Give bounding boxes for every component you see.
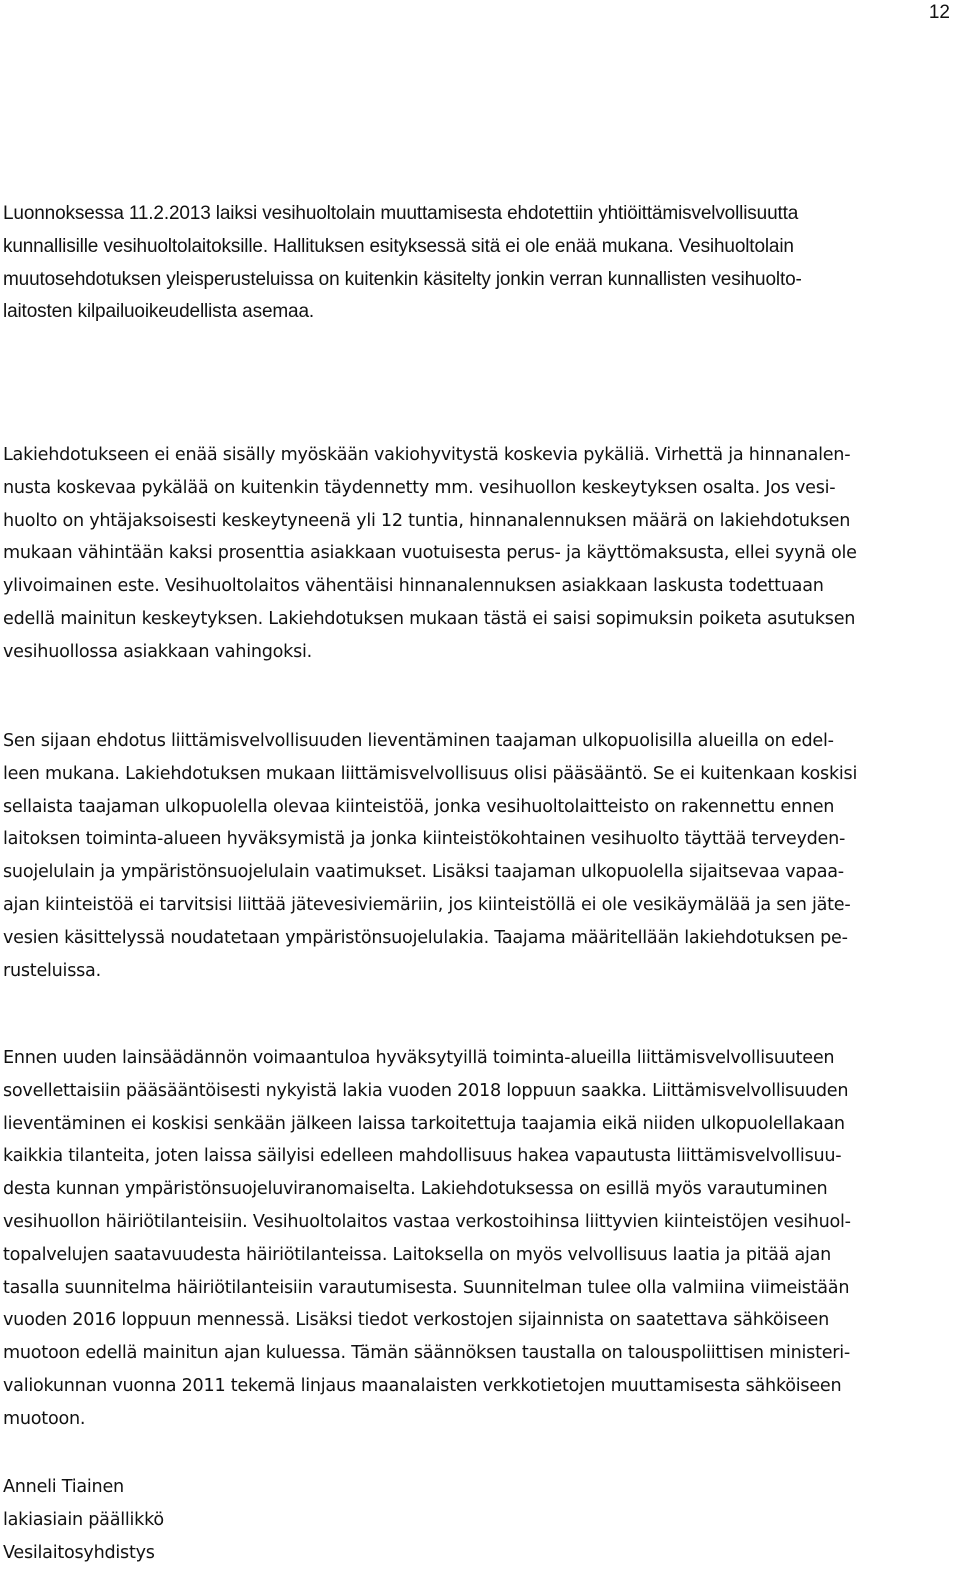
text-line: Ennen uuden lainsäädännön voimaantuloa hyväksytyillä toiminta-alueilla liittämisvelvollisuuteen (3, 1048, 835, 1068)
text-line: nusta koskevaa pykälää on kuitenkin täydennetty mm. vesihuollon keskeytyksen osalta. Jos vesi- (3, 477, 836, 498)
text-line: topalvelujen saatavuudesta häiriötilanteissa. Laitoksella on myös velvollisuus laatia ja pitää ajan (3, 1244, 832, 1265)
paragraph-1 (3, 198, 802, 329)
paragraph-3 (3, 725, 857, 987)
text-line: suojelulain ja ympäristönsuojelulain vaatimukset. Lisäksi taajaman ulkopuolella sijaitsevaa vapaa- (3, 862, 844, 883)
signature-title: lakiasiain päällikkö (3, 1510, 164, 1530)
text-line: rusteluissa. (3, 960, 101, 981)
text-line: desta kunnan ympäristönsuojeluviranomaiselta. Lakiehdotuksessa on esillä myös varautuminen (3, 1179, 828, 1200)
text-line: laitoksen toiminta-alueen hyväksymistä ja jonka kiinteistökohtainen vesihuolto täyttää terveyden- (3, 829, 846, 850)
text-line: laitosten kilpailuoikeudellista asemaa. (3, 301, 314, 323)
text-line: mukaan vähintään kaksi prosenttia asiakkaan vuotuisesta perus- ja käyttömaksusta, ellei syynä ole (3, 543, 857, 564)
text-line: valiokunnan vuonna 2011 tekemä linjaus maanalaisten verkkotietojen muuttamisesta sähköiseen (3, 1375, 842, 1396)
text-line: Lakiehdotukseen ei enää sisälly myöskään vakiohyvitystä koskevia pykäliä. Virhettä ja hinnanalen- (3, 445, 851, 465)
signature-name: Anneli Tiainen (3, 1477, 124, 1497)
text-line: vesihuollossa asiakkaan vahingoksi. (3, 641, 312, 662)
text-line: Sen sijaan ehdotus liittämisvelvollisuuden lieventäminen taajaman ulkopuolisilla alueilla on edel- (3, 731, 834, 751)
text-line: sellaista taajaman ulkopuolella olevaa kiinteistöä, jonka vesihuoltolaitteisto on rakennettu ennen (3, 796, 835, 817)
text-line: muotoon edellä mainitun ajan kuluessa. Tämän säännöksen taustalla on talouspoliittisen ministeri- (3, 1343, 851, 1364)
text-line: leen mukana. Lakiehdotuksen mukaan liittämisvelvollisuus olisi pääsääntö. Se ei kuitenkaan koskisi (3, 763, 858, 784)
text-line: lieventäminen ei koskisi senkään jälkeen laissa tarkoitettuja taajamia eikä niiden ulkopuolellakaan (3, 1113, 845, 1134)
text-line: ajan kiinteistöä ei tarvitsisi liittää jätevesiviemäriin, jos kiinteistöllä ei ole vesikäymälää ja sen jäte- (3, 894, 851, 915)
paragraph-2 (3, 439, 857, 669)
text-line: sovellettaisiin pääsääntöisesti nykyistä lakia vuoden 2018 loppuun saakka. Liittämisvelvollisuuden (3, 1080, 849, 1101)
text-line: kaikkia tilanteita, joten laissa säilyisi edelleen mahdollisuus hakea vapautusta liittämisvelvollisuu- (3, 1146, 842, 1167)
text-line: vuoden 2016 loppuun mennessä. Lisäksi tiedot verkostojen sijainnista on saatettava sähköiseen (3, 1310, 830, 1331)
text-line: muotoon. (3, 1408, 86, 1429)
text-line: huolto on yhtäjaksoisesti keskeytyneenä yli 12 tuntia, hinnanalennuksen määrä on lakiehdotuksen (3, 510, 851, 531)
text-line: muutosehdotuksen yleisperusteluissa on kuitenkin käsitelty jonkin verran kunnallisten vesihuolto- (3, 268, 802, 290)
text-line: edellä mainitun keskeytyksen. Lakiehdotuksen mukaan tästä ei saisi sopimuksin poiketa asutuksen (3, 608, 856, 629)
text-line: tasalla suunnitelma häiriötilanteisiin varautumisesta. Suunnitelman tulee olla valmiina viimeistään (3, 1277, 850, 1298)
text-line: vesihuollon häiriötilanteisiin. Vesihuoltolaitos vastaa verkostoihinsa liittyvien kiinteistöjen vesihuol- (3, 1211, 851, 1232)
signature-organization: Vesilaitosyhdistys (3, 1543, 155, 1563)
page-number: 12 (928, 2, 950, 23)
paragraph-4 (3, 1042, 851, 1436)
signature-block (3, 1471, 164, 1570)
text-line: ylivoimainen este. Vesihuoltolaitos vähentäisi hinnanalennuksen asiakkaan laskusta todettuaan (3, 576, 824, 597)
text-line: Luonnoksessa 11.2.2013 laiksi vesihuoltolain muuttamisesta ehdotettiin yhtiöittämisvelvollisuutta (3, 203, 799, 224)
text-line: kunnallisille vesihuoltolaitoksille. Hallituksen esityksessä sitä ei ole enää mukana. Vesihuoltolain (3, 235, 794, 257)
text-line: vesien käsittelyssä noudatetaan ympäristönsuojelulakia. Taajama määritellään lakiehdotuksen pe- (3, 927, 848, 948)
